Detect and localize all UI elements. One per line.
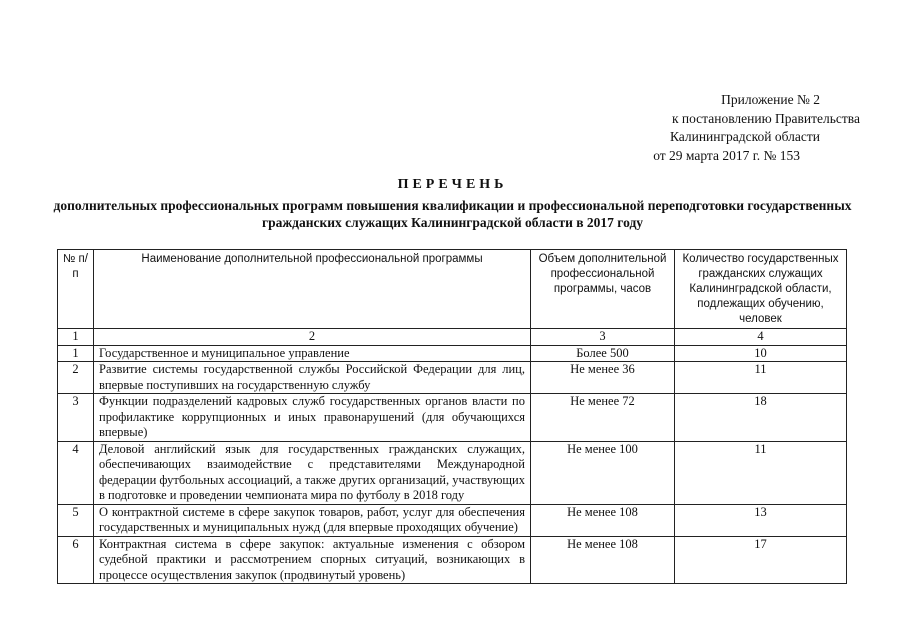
- row-name: Контрактная система в сфере закупок: актуальные изменения с обзором судебной практики и рассмотрением спорных ситуаций, возникающих в процессе осуществления закупок (продвинутый уровень): [94, 536, 531, 584]
- row-count: 11: [675, 362, 847, 394]
- document-title: ПЕРЕЧЕНЬ: [397, 177, 508, 192]
- row-hours: Более 500: [531, 345, 675, 362]
- document-subtitle: дополнительных профессиональных программ повышения квалификации и профессиональной переподготовки государственных гражданских служащих Калининградской области в 2017 году: [53, 198, 852, 230]
- row-num: 2: [58, 362, 94, 394]
- row-hours: Не менее 108: [531, 504, 675, 536]
- row-name: О контрактной системе в сфере закупок товаров, работ, услуг для обеспечения государственных и муниципальных нужд (для впервые проходящих обучение): [94, 504, 531, 536]
- row-name: Деловой английский язык для государственных гражданских служащих, обеспечивающих взаимодействие с представителями Международной федерации футбольных ассоциаций, а также других организаций, участвующих в подготовке и проведении чемпионата мира по футболу в 2018 году: [94, 441, 531, 504]
- header-num: № п/п: [58, 250, 94, 329]
- col-number: 2: [94, 329, 531, 346]
- appendix-resolution: к постановлению Правительства: [671, 110, 860, 126]
- table-row: [58, 536, 847, 584]
- row-name: Государственное и муниципальное управление: [94, 345, 531, 362]
- row-num: 6: [58, 536, 94, 584]
- row-hours: Не менее 100: [531, 441, 675, 504]
- appendix-number: Приложение № 2: [721, 92, 820, 107]
- appendix-header: [560, 91, 860, 165]
- header-name: Наименование дополнительной профессиональной программы: [94, 250, 531, 329]
- table-row: [58, 504, 847, 536]
- row-hours: Не менее 72: [531, 394, 675, 442]
- table-row: [58, 345, 847, 362]
- row-count: 10: [675, 345, 847, 362]
- appendix-region: Калининградской области: [669, 129, 820, 144]
- row-count: 17: [675, 536, 847, 584]
- row-name: Функции подразделений кадровых служб государственных органов власти по профилактике коррупционных и иных правонарушений (для обучающихся впервые): [94, 394, 531, 442]
- row-hours: Не менее 36: [531, 362, 675, 394]
- table-header-row: [58, 250, 847, 329]
- row-name: Развитие системы государственной службы Российской Федерации для лиц, впервые поступивших на государственную службу: [94, 362, 531, 394]
- row-count: 13: [675, 504, 847, 536]
- appendix-date: от 29 марта 2017 г. № 153: [653, 147, 800, 163]
- header-count: Количество государственных гражданских служащих Калининградской области, подлежащих обучению, человек: [675, 250, 847, 329]
- column-number-row: [58, 329, 847, 346]
- row-num: 5: [58, 504, 94, 536]
- table-row: [58, 441, 847, 504]
- col-number: 4: [675, 329, 847, 346]
- col-number: 3: [531, 329, 675, 346]
- programs-table: [57, 249, 847, 584]
- row-num: 3: [58, 394, 94, 442]
- row-count: 11: [675, 441, 847, 504]
- row-num: 1: [58, 345, 94, 362]
- header-hours: Объем дополнительной профессиональной программы, часов: [531, 250, 675, 329]
- table-row: [58, 394, 847, 442]
- col-number: 1: [58, 329, 94, 346]
- row-num: 4: [58, 441, 94, 504]
- row-hours: Не менее 108: [531, 536, 675, 584]
- table-row: [58, 362, 847, 394]
- row-count: 18: [675, 394, 847, 442]
